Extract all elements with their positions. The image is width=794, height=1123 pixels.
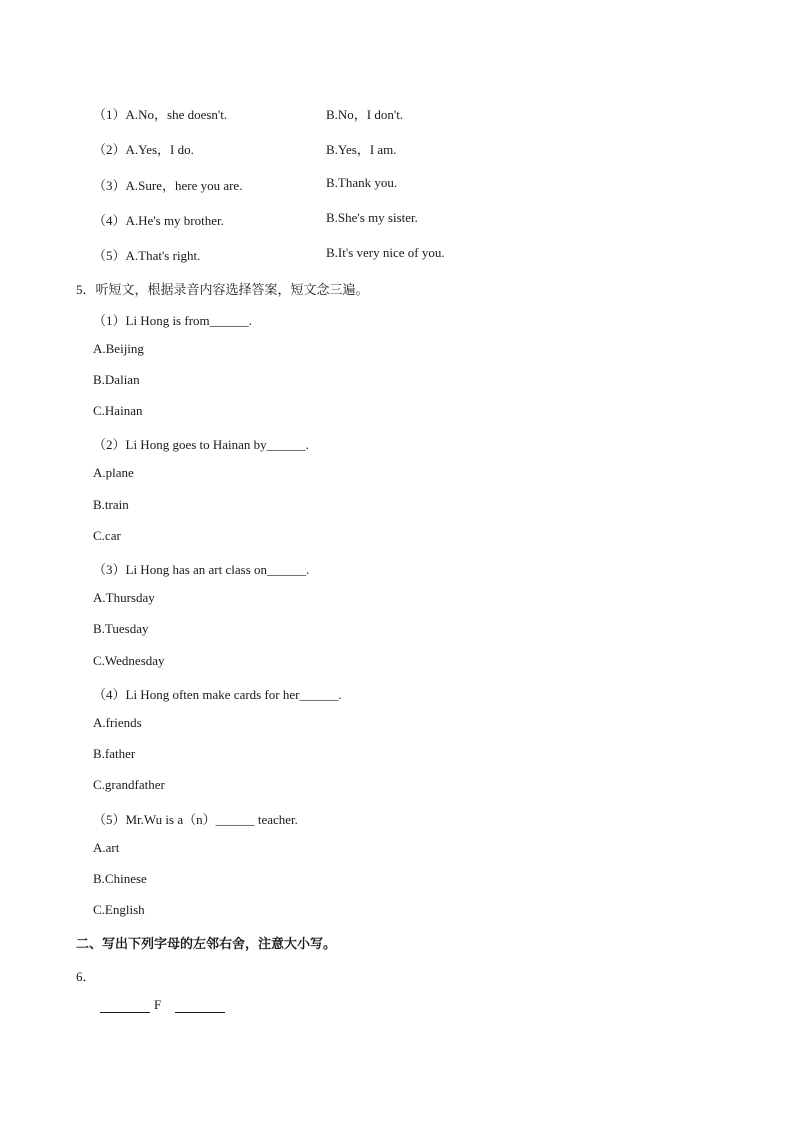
q4-item-3-option-a: （3）A.Sure，here you are.: [93, 178, 243, 193]
q5-q4-option-a: A.friends: [93, 715, 142, 730]
q4-item-1: [93, 104, 513, 124]
q6-letter: F: [154, 997, 162, 1012]
q6-letter-row: [100, 997, 225, 1013]
q5-q3-option-a: A.Thursday: [93, 590, 155, 605]
q4-item-3-option-b: B.Thank you.: [326, 175, 398, 190]
q5-q3-option-b: B.Tuesday: [93, 621, 149, 636]
q4-item-5: [93, 245, 513, 265]
q4-item-3: [93, 175, 513, 195]
q5-question-3: （3）Li Hong has an art class on______.: [93, 562, 310, 577]
q5-q2-option-c: C.car: [93, 528, 121, 543]
q4-item-4: [93, 210, 513, 230]
q5-q4-option-b: B.father: [93, 746, 136, 761]
q6-right-blank[interactable]: [175, 998, 225, 1013]
q5-question-2: （2）Li Hong goes to Hainan by______.: [93, 437, 309, 452]
q5-q3-option-c: C.Wednesday: [93, 653, 165, 668]
q4-item-1-option-b: B.No，I don't.: [326, 107, 404, 122]
q4-item-4-option-a: （4）A.He's my brother.: [93, 213, 224, 228]
q4-item-5-option-a: （5）A.That's right.: [93, 248, 201, 263]
q5-question-1: （1）Li Hong is from______.: [93, 313, 252, 328]
q5-q5-option-b: B.Chinese: [93, 871, 147, 886]
q5-q4-option-c: C.grandfather: [93, 777, 165, 792]
q5-instruction: 5．听短文，根据录音内容选择答案，短文念三遍。: [76, 282, 369, 297]
section-2-heading: 二、写出下列字母的左邻右舍，注意大小写。: [76, 936, 337, 951]
q4-item-2-option-a: （2）A.Yes，I do.: [93, 142, 194, 157]
q5-q1-option-b: B.Dalian: [93, 372, 140, 387]
q5-question-4: （4）Li Hong often make cards for her______.: [93, 687, 342, 702]
q5-q1-option-c: C.Hainan: [93, 403, 143, 418]
q5-q5-option-c: C.English: [93, 902, 145, 917]
q5-q5-option-a: A.art: [93, 840, 120, 855]
q4-item-5-option-b: B.It's very nice of you.: [326, 245, 445, 260]
q5-q2-option-b: B.train: [93, 497, 129, 512]
q6-number: 6．: [76, 969, 96, 984]
q4-item-2-option-b: B.Yes，I am.: [326, 142, 397, 157]
q4-item-1-option-a: （1）A.No，she doesn't.: [93, 107, 228, 122]
q4-item-4-option-b: B.She's my sister.: [326, 210, 418, 225]
q4-item-2: [93, 139, 513, 159]
q5-q2-option-a: A.plane: [93, 465, 134, 480]
q5-question-5: （5）Mr.Wu is a（n）______ teacher.: [93, 812, 298, 827]
q5-q1-option-a: A.Beijing: [93, 341, 144, 356]
q6-left-blank[interactable]: [100, 998, 150, 1013]
